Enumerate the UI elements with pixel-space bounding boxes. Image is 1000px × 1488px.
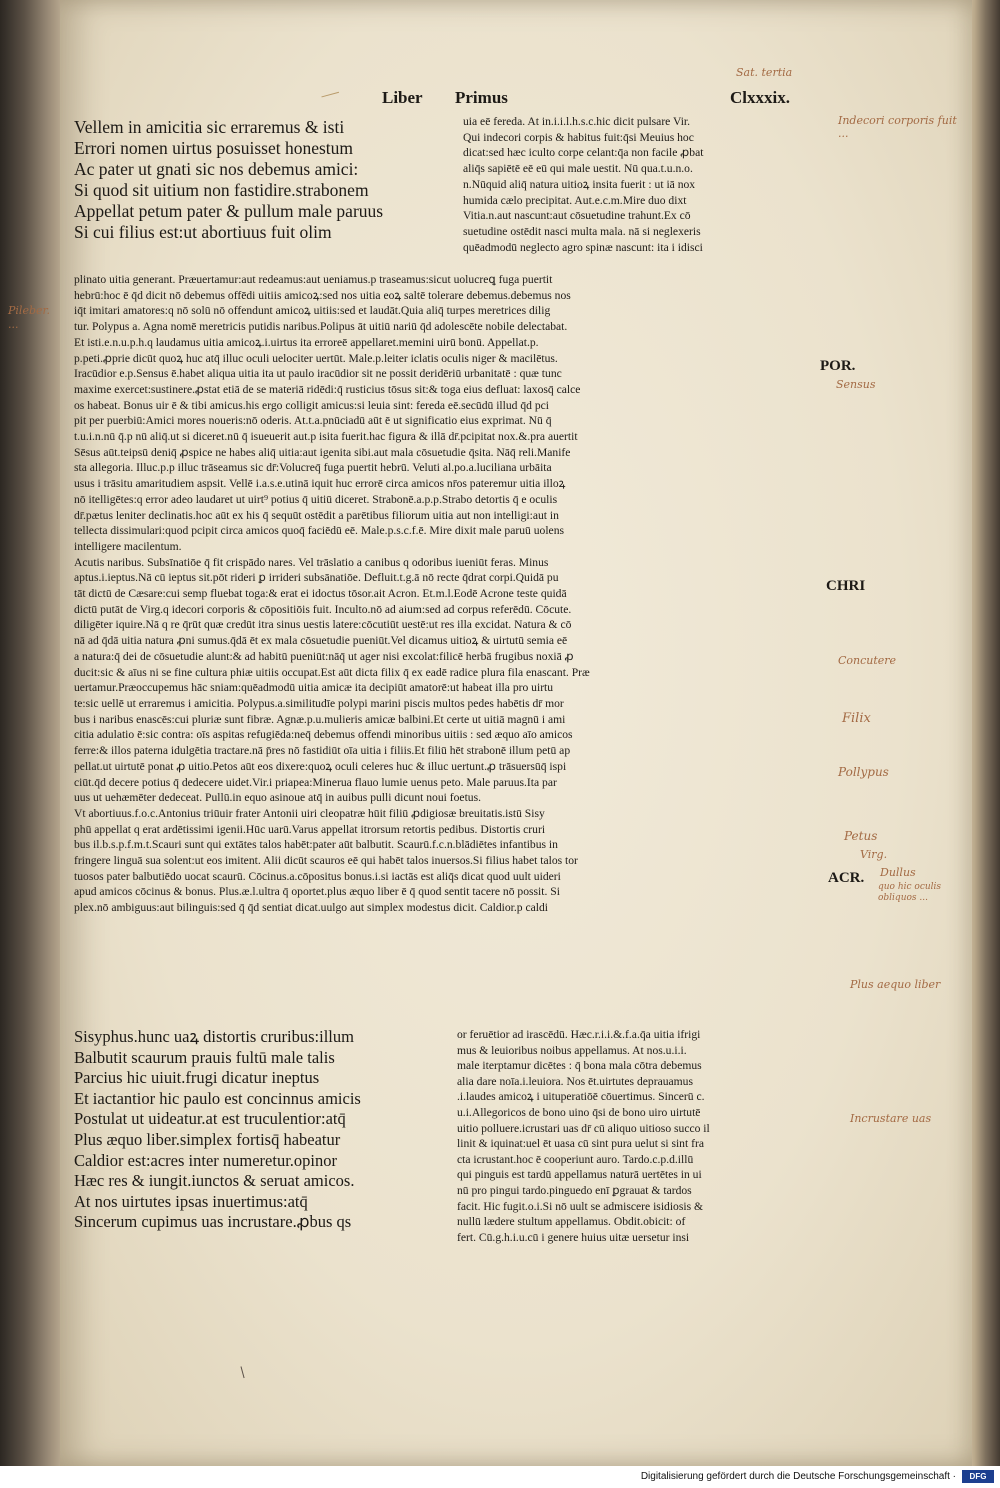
margin-note-incrustare: Incrustare uas	[850, 1112, 932, 1125]
commentary-line: tellecta dissimulari:quod pcipit circa amicos quoq̄ faciēdū eē. Male.p.s.c.f.ē. Mire dixit male paruū uolens	[74, 524, 565, 538]
commentary-line: facit. Hic fugit.o.i.Si nō uult se admiscere isidiosis &	[457, 1199, 704, 1213]
verse-line: Caldior est:acres inter numeretur.opinor	[74, 1150, 338, 1170]
commentary-line: diligēter iquire.Nā q re q̄rūt quæ credūt itra sinus uestis latere:cōcutiūt uestē:ut res illa excidat. Natura & cō	[74, 618, 572, 632]
verse-line: Et iactantior hic paulo est concinnus amicis	[74, 1088, 361, 1108]
verse-line: Errori nomen uirtus posuisset honestum	[74, 138, 354, 158]
commentary-line: n.Nūquid aliq̄ natura uitioꝝ insita fuerit : ut iā nox	[463, 177, 696, 191]
rubric-por: POR.	[820, 358, 856, 374]
verse-line: Plus æquo liber.simplex fortisq̄ habeatur	[74, 1129, 341, 1149]
commentary-line: aliq̄s sapiētē eē eū qui male uestit. Nū qua.t.u.n.o.	[463, 162, 693, 176]
commentary-line: suetudine ostēdit nasci multa mala. nā si neglexeris	[463, 224, 701, 238]
verse-line: Si cui filius est:ut abortiuus fuit olim	[74, 222, 332, 242]
footer-bar	[0, 1466, 1000, 1488]
commentary-line: dr̄.pætus leniter declinatis.hoc aūt ex his q̄ sequūt ostēdit a parētibus filiorum uitia aut non intelligi:aut in	[74, 508, 559, 522]
commentary-line: phū appellat q erat ardētissimi igenii.Hūc uarū.Varus appellat itrorsum retortis pedibus. Distortis cruri	[74, 822, 546, 836]
commentary-line: uitio polluere.icrustari uas dr̄ cū aliquo uitioso succo il	[457, 1121, 710, 1135]
margin-note-left-1: Pileber.	[8, 304, 51, 317]
commentary-line: tuosos pater balbutiēdo uocat scaurū. Cōcinus.a.cōpositus bonus.i.si iactās est aliq̄s dicat quod uult uideri	[74, 869, 561, 883]
commentary-line: mus & leuioribus noibus appellamus. At nos.u.i.i.	[457, 1043, 687, 1057]
commentary-line: bus il.b.s.p.f.m.t.Scauri sunt qui extātes talos habēt:pater aūt balbutit. Scaurū.f.c.n.blādiētes infantibus in	[74, 838, 558, 852]
commentary-line: nū pro pingui tardo.pinguedo enī ꝑgrauat & tardos	[457, 1183, 692, 1197]
commentary-line: Acutis naribus. Subsīnatiōe q̄ fit crispādo nares. Vel trāslatio a canibus q odoribus iueniūt feras. Minus	[74, 555, 549, 569]
margin-note-concutere: Concutere	[838, 654, 897, 667]
verse-line: Balbutit scaurum prauis fultū male talis	[74, 1047, 335, 1067]
margin-note-indecori: Indecori corporis fuit ...	[838, 114, 957, 140]
commentary-line: Iracūdior e.p.Sensus ē.habet aliqua uitia ita ut paulo iracūdior sit ne possit deridēriū urbanitatē : quæ tunc	[74, 367, 562, 381]
commentary-line: Vt abortiuus.f.o.c.Antonius triūuir frater Antonii uiri cleopatræ hūit filiū ꝓdigiosæ breuitatis.istū Sisy	[74, 806, 545, 820]
commentary-line: te:sic uellē ut erraremus i amicitia. Polypus.a.similitudīe polypi marini piscis multos pedes habētis dr̄ mor	[74, 696, 564, 710]
commentary-line: nullū lædere stultum appellamus. Obdit.obicit: of	[457, 1215, 686, 1229]
commentary-line: humida cælo precipitat. Aut.e.c.m.Mire duo dixt	[463, 193, 687, 207]
commentary-line: iq̄t imitari amatores:q nō solū nō offendunt amicoꝝ uitiis:sed et laudāt.Quia aliq̄ turpes meretrices dilig	[74, 304, 551, 318]
commentary-line: usus i trāsitu amaritudiem aspsit. Vellē i.a.s.e.utinā iquit huc errorē circa amicos nr̄os pateremur uitia illoꝝ	[74, 477, 566, 491]
commentary-line: .i.laudes amicoꝝ i uituperatiōē cōuertimus. Sincerū c.	[457, 1090, 705, 1104]
commentary-line: intelligere macilentum.	[74, 539, 182, 553]
commentary-line: dictū putāt de Virg.q idecori corporis & cōpositiōis fuit. Inculto.nō ad aium:sed ad corpus referēdū. Cōcute.	[74, 602, 572, 616]
commentary-line: tāt dictū de Cæsare:cui semp fluebat toga:& erat ei idoctus tōsor.ait Acron. Et.m.l.Eodē Acrone teste quidā	[74, 587, 567, 601]
commentary-line: p.peti.ꝓprie dicūt quoꝝ huc atq̄ illuc oculi uelociter uertūt. Male.p.leiter iclatis oculis niger & macilētus.	[74, 351, 558, 365]
running-head-liber: Liber	[382, 88, 423, 107]
commentary-line: u.i.Allegoricos de bono uino q̄si de bono uiro uirtutē	[457, 1105, 701, 1119]
running-head-primus: Primus	[455, 88, 508, 107]
footer-credit: Digitalisierung gefördert durch die Deutsche Forschungsgemeinschaft ·	[640, 1471, 956, 1482]
margin-note-dullus-detail: quo hic oculis obliquos ...	[878, 882, 942, 903]
commentary-line: or feruētior ad irascēdū. Hæc.r.i.i.&.f.a.q̄a uitia ifrigi	[457, 1028, 701, 1041]
verse-line: Vellem in amicitia sic erraremus & isti	[74, 117, 345, 137]
commentary-right-top	[463, 114, 821, 255]
margin-note-left-2: ...	[8, 318, 19, 331]
commentary-line: fert. Cū.g.h.i.u.cū i genere huius uitæ uersetur insi	[457, 1230, 690, 1244]
pencil-mark	[321, 92, 340, 103]
margin-note-virg: Virg.	[860, 848, 888, 861]
verse-line: Parcius hic uiuit.frugi dicatur ineptus	[74, 1068, 320, 1088]
dfg-logo: DFG	[962, 1470, 994, 1483]
commentary-right-bottom	[457, 1027, 821, 1245]
commentary-line: uus ut uehæmēter dedeceat. Pullū.in equo asinoue atq̄ in auibus pulli dicunt noui foetus.	[74, 791, 481, 805]
verse-block-bottom	[74, 1027, 444, 1233]
commentary-line: t.u.i.n.nū q̄.p nū aliq̄.ut si diceret.nū q̄ isueuerit aut.p isita fuerit.hac figura & illā dr̄.pcipitat nox.&.pra auertit	[74, 430, 578, 444]
folio-number: Clxxxix.	[730, 88, 790, 107]
commentary-line: cta icrustant.hoc ē cooperiunt auro. Tardo.c.p.d.illū	[457, 1152, 694, 1166]
page	[8, 0, 972, 1466]
rubric-chri: CHRI	[826, 578, 866, 594]
margin-note-plus-aequo: Plus aequo liber	[850, 978, 941, 991]
rubric-acr: ACR.	[828, 870, 865, 886]
commentary-line: qui pinguis est tardū appellamus naturā uertētes in ui	[457, 1168, 702, 1182]
commentary-line: a natura:q̄ dei de cōsuetudie alunt:& ad habitū pueniūt:nāq̄ ut ager nisi excolat:filicē herbā frugibus noxiā ꝓ	[74, 649, 574, 663]
verse-line: Si quod sit uitium non fastidire.strabonem	[74, 180, 369, 200]
verse-line: Postulat ut uideatur.at est truculentior:atq̄	[74, 1109, 346, 1129]
commentary-line: citia adulatio ē:sic contra: oīs aspitas refugiēda:neq̄ debemus offendi minoribus uitiis : sed æquo aīo amicos	[74, 728, 573, 742]
commentary-line: uia eē fereda. At in.i.i.l.h.s.c.hic dicit pulsare Vir.	[463, 115, 691, 128]
commentary-line: quēadmodū neglecto agro spinæ nascunt: ita i idisci	[463, 240, 703, 254]
commentary-line: linit & iquinat:uel ēt uasa cū sint pura uelut si sint fra	[457, 1137, 704, 1151]
commentary-line: ferre:& illos paterna idulgētia tractare.nā p̄res nō fastidiūt oīa uitia i filiis.Et filiū hēt strabonē illum petū ap	[74, 744, 571, 758]
commentary-line: maxime exercet:sustinere.ꝓstat etiā de se materiā ridēdi:q̄ rusticius tōsus sit:& toga eius defluat: laxosq̄ calce	[74, 382, 581, 396]
commentary-line: Et isti.e.n.u.p.h.q laudamus uitia amicoꝝ.i.uirtus ita erroreē appellaret.memini uirū bonū. Appellat.p.	[74, 335, 539, 349]
commentary-main	[74, 272, 824, 916]
commentary-line: os habeat. Bonus uir ē & tibi amicus.his ergo colligit amicus:si leuia sint: fereda eē.secūdū illud q̄d pci	[74, 398, 550, 412]
verse-block-top	[74, 117, 449, 243]
margin-note-dullus: Dullus	[880, 866, 916, 879]
commentary-line: plex.nō ambiguus:aut bilinguis:sed q̄ q̄d sentiat dicat.uulgo aut simplex modestus dicit. Caldior.p caldi	[74, 901, 548, 915]
commentary-line: nā ad q̄dā uitia natura ꝓni sumus.q̄dā ēt ex mala cōsuetudie pueniūt.Vel dicamus uitioꝝ & uirtutū semia eē	[74, 634, 568, 648]
verse-line: Sincerum cupimus uas incrustare.ꝓbus qs	[74, 1212, 352, 1232]
commentary-line: dicat:sed hæc iculto corpe celant:q̄a non facile ꝓbat	[463, 146, 704, 160]
commentary-line: hebrū:hoc ē q̄d dicit nō debemus offēdi uitiis amicoꝝ:sed nos uitia eoꝝ saltē tolerare debemus.debemus nos	[74, 288, 571, 302]
commentary-line: nō itelligētes:q error adeo laudaret ut uirt⁹ potius q̄ uitiū diceret. Strabonē.a.p.p.Strabo detortis q̄ e oculis	[74, 492, 558, 506]
commentary-line: fringere linguā sua solent:ut eos imitent. Alii dicūt scauros eē qui habēt talos inuersos.Si filius habet talos tor	[74, 854, 578, 868]
margin-note-sensus: Sensus	[836, 378, 876, 391]
pencil-mark	[240, 1366, 246, 1378]
commentary-line: uertamur.Præoccupemus hāc sniam:quēadmodū uitia amicæ ita decipiūt amatorē:ut habeat illa pro uirtu	[74, 681, 554, 695]
commentary-line: tur. Polypus a. Agna nomē meretricis putidis naribus.Polipus āt uitiū nariū q̄d adolescēte nobile delectabat.	[74, 320, 568, 334]
commentary-line: aptus.i.ieptus.Nā cū ieptus sit.pōt rideri ꝑ irrideri subsānatiōe. Defluit.t.g.ā nō recte q̄drat corpi.Quidā pu	[74, 571, 559, 585]
commentary-line: Vitia.n.aut nascunt:aut cōsuetudine trahunt.Ex cō	[463, 209, 691, 223]
commentary-line: Sēsus aūt.teipsū deniq̄ ꝓspice ne habes aliq̄ uitia:aut igenita sibi.aut mala cōsuetudie q̄sita. Nāq̄ reli.Manife	[74, 445, 571, 459]
commentary-line: plinato uitia generant. Præuertamur:aut redeamus:aut ueniamus.p traseamus:sicut uolucreꝗ fuga puertit	[74, 273, 553, 286]
commentary-line: sta allegoria. Illuc.p.p illuc trāseamus sic dr̄:Volucreq̄ fuga puertit hebrū. Veluti al.po.a.luciliana urbāita	[74, 461, 552, 475]
commentary-line: pit per puerbiū:Amici mores noueris:nō oderis. At.t.a.pnūciadū aūt ē ut significatio eius exprimat. Nū q̄	[74, 414, 552, 428]
verse-line: At nos uirtutes ipsas inuertimus:atq̄	[74, 1191, 308, 1211]
commentary-line: ciūt.q̄d decere potius q̄ dedecere uidet.Vir.i priapea:Minerua flauo lumie uenus peto. Male paruus.Ita par	[74, 775, 557, 789]
commentary-line: Qui indecori corpis & habitus fuit:q̄si Meuius hoc	[463, 130, 694, 144]
commentary-line: pellat.ut uirtutē ponat ꝓ uitio.Petos aūt eos dixere:quoꝝ oculi celeres huc & illuc uertunt.ꝓ trāsuersūq̄ ispi	[74, 759, 567, 773]
commentary-line: apud amicos cōcinus & bonus. Plus.æ.l.ultra q̄ oportet.plus æquo liber ē q̄ quod sentit tacere nō possit. Si	[74, 885, 560, 899]
commentary-line: bus i naribus enascēs:cui pluriæ sunt fibræ. Agnæ.p.u.mulieris amicæ balbini.Et certe ut uitiā magnū i ami	[74, 712, 566, 726]
margin-note-filix: Filix	[842, 711, 871, 726]
commentary-line: ducit:sic & aīus ni se fine cultura phiæ uitiis occupat.Est aūt dicta filix q̄ ex eadē radice plura fila enascant. Præ	[74, 665, 590, 679]
commentary-line: male iterptamur dicētes : q̄ bona mala cōtra debemus	[457, 1059, 702, 1073]
verse-line: Ac pater ut gnati sic nos debemus amici:	[74, 159, 359, 179]
verse-line: Sisyphus.hunc uaꝝ distortis cruribus:illum	[74, 1027, 354, 1046]
margin-note-petus: Petus	[844, 829, 878, 843]
verse-line: Appellat petum pater & pullum male paruus	[74, 201, 384, 221]
verse-line: Hæc res & iungit.iunctos & seruat amicos.	[74, 1171, 355, 1191]
margin-note-polypus: Pollypus	[838, 765, 889, 779]
commentary-line: alia dare noīa.i.leuiora. Nos ēt.uirtutes deprauamus	[457, 1074, 693, 1088]
margin-note-top-right: Sat. tertia	[736, 66, 793, 79]
